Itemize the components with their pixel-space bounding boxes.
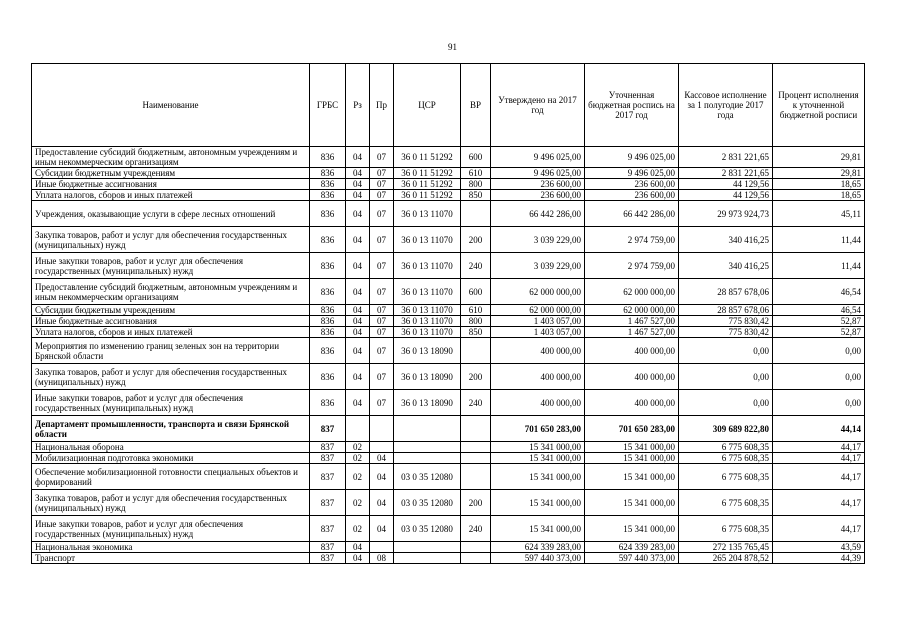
cell-percent: 29,81 xyxy=(773,147,865,168)
cell-refined: 9 496 025,00 xyxy=(585,147,679,168)
cell-grbs: 837 xyxy=(310,464,346,490)
cell-percent: 29,81 xyxy=(773,168,865,179)
cell-refined: 236 600,00 xyxy=(585,190,679,201)
cell-cash: 272 135 765,45 xyxy=(679,542,773,553)
budget-table xyxy=(31,63,865,564)
header-cash: Кассовое исполнение за 1 полугодие 2017 года xyxy=(679,64,773,147)
cell-csr: 36 0 13 18090 xyxy=(394,364,461,390)
cell-pr: 07 xyxy=(370,253,394,279)
cell-cash: 775 830,42 xyxy=(679,316,773,327)
cell-refined: 62 000 000,00 xyxy=(585,279,679,305)
cell-vr: 600 xyxy=(461,147,491,168)
cell-approved: 1 403 057,00 xyxy=(491,316,585,327)
table-row xyxy=(32,553,865,564)
cell-refined: 400 000,00 xyxy=(585,364,679,390)
cell-cash: 0,00 xyxy=(679,364,773,390)
cell-grbs: 836 xyxy=(310,390,346,416)
page-number: 91 xyxy=(448,42,457,52)
cell-pr: 04 xyxy=(370,453,394,464)
cell-approved: 62 000 000,00 xyxy=(491,279,585,305)
cell-rz: 04 xyxy=(346,542,370,553)
cell-approved: 15 341 000,00 xyxy=(491,453,585,464)
cell-name: Закупка товаров, работ и услуг для обеспечения государственных (муниципальных) нужд xyxy=(32,490,310,516)
table-row xyxy=(32,316,865,327)
cell-refined: 2 974 759,00 xyxy=(585,227,679,253)
cell-csr: 36 0 13 18090 xyxy=(394,390,461,416)
cell-approved: 624 339 283,00 xyxy=(491,542,585,553)
cell-percent: 11,44 xyxy=(773,253,865,279)
table-row xyxy=(32,416,865,442)
cell-refined: 15 341 000,00 xyxy=(585,490,679,516)
cell-cash: 2 831 221,65 xyxy=(679,168,773,179)
cell-pr: 07 xyxy=(370,316,394,327)
cell-grbs: 836 xyxy=(310,364,346,390)
cell-refined: 62 000 000,00 xyxy=(585,305,679,316)
cell-name: Иные закупки товаров, работ и услуг для обеспечения государственных (муниципальных) нужд xyxy=(32,516,310,542)
cell-refined: 1 467 527,00 xyxy=(585,316,679,327)
cell-percent: 44,17 xyxy=(773,453,865,464)
cell-rz: 04 xyxy=(346,190,370,201)
cell-rz: 04 xyxy=(346,390,370,416)
cell-csr: 36 0 11 51292 xyxy=(394,179,461,190)
cell-refined: 236 600,00 xyxy=(585,179,679,190)
cell-pr: 07 xyxy=(370,327,394,338)
cell-cash: 309 689 822,80 xyxy=(679,416,773,442)
cell-pr: 07 xyxy=(370,179,394,190)
cell-rz: 04 xyxy=(346,364,370,390)
cell-grbs: 837 xyxy=(310,516,346,542)
cell-approved: 597 440 373,00 xyxy=(491,553,585,564)
cell-csr xyxy=(394,553,461,564)
cell-vr: 610 xyxy=(461,168,491,179)
cell-vr: 240 xyxy=(461,253,491,279)
cell-csr: 36 0 11 51292 xyxy=(394,168,461,179)
cell-csr: 03 0 35 12080 xyxy=(394,464,461,490)
header-refined: Уточненная бюджетная роспись на 2017 год xyxy=(585,64,679,147)
cell-grbs: 836 xyxy=(310,168,346,179)
cell-pr: 08 xyxy=(370,553,394,564)
cell-percent: 46,54 xyxy=(773,305,865,316)
cell-approved: 400 000,00 xyxy=(491,390,585,416)
cell-vr: 610 xyxy=(461,305,491,316)
cell-rz: 04 xyxy=(346,201,370,227)
cell-grbs: 837 xyxy=(310,553,346,564)
table-row xyxy=(32,442,865,453)
cell-pr xyxy=(370,416,394,442)
cell-grbs: 836 xyxy=(310,305,346,316)
cell-percent: 46,54 xyxy=(773,279,865,305)
table-row xyxy=(32,201,865,227)
cell-rz: 04 xyxy=(346,253,370,279)
cell-refined: 1 467 527,00 xyxy=(585,327,679,338)
cell-refined: 701 650 283,00 xyxy=(585,416,679,442)
cell-pr xyxy=(370,442,394,453)
cell-vr xyxy=(461,416,491,442)
cell-name: Мобилизационная подготовка экономики xyxy=(32,453,310,464)
cell-rz: 04 xyxy=(346,279,370,305)
cell-percent: 18,65 xyxy=(773,190,865,201)
cell-percent: 43,59 xyxy=(773,542,865,553)
cell-name: Уплата налогов, сборов и иных платежей xyxy=(32,327,310,338)
cell-grbs: 836 xyxy=(310,253,346,279)
cell-name: Закупка товаров, работ и услуг для обеспечения государственных (муниципальных) нужд xyxy=(32,364,310,390)
cell-rz: 02 xyxy=(346,442,370,453)
header-percent: Процент исполнения к уточненной бюджетной росписи xyxy=(773,64,865,147)
header-csr: ЦСР xyxy=(394,64,461,147)
cell-grbs: 836 xyxy=(310,327,346,338)
cell-cash: 29 973 924,73 xyxy=(679,201,773,227)
cell-csr xyxy=(394,416,461,442)
cell-vr xyxy=(461,201,491,227)
cell-csr: 36 0 13 11070 xyxy=(394,227,461,253)
cell-refined: 9 496 025,00 xyxy=(585,168,679,179)
cell-refined: 400 000,00 xyxy=(585,338,679,364)
cell-rz xyxy=(346,416,370,442)
table-row xyxy=(32,327,865,338)
cell-cash: 28 857 678,06 xyxy=(679,305,773,316)
cell-refined: 624 339 283,00 xyxy=(585,542,679,553)
cell-name: Транспорт xyxy=(32,553,310,564)
cell-grbs: 836 xyxy=(310,279,346,305)
cell-csr: 36 0 13 11070 xyxy=(394,279,461,305)
cell-grbs: 836 xyxy=(310,179,346,190)
cell-rz: 04 xyxy=(346,179,370,190)
cell-rz: 02 xyxy=(346,516,370,542)
cell-vr: 240 xyxy=(461,390,491,416)
cell-vr: 850 xyxy=(461,190,491,201)
cell-refined: 15 341 000,00 xyxy=(585,453,679,464)
cell-rz: 04 xyxy=(346,168,370,179)
cell-rz: 02 xyxy=(346,453,370,464)
cell-csr: 36 0 11 51292 xyxy=(394,147,461,168)
cell-vr xyxy=(461,464,491,490)
cell-vr xyxy=(461,553,491,564)
cell-rz: 04 xyxy=(346,305,370,316)
cell-cash: 44 129,56 xyxy=(679,190,773,201)
cell-pr: 04 xyxy=(370,464,394,490)
cell-percent: 44,17 xyxy=(773,516,865,542)
table-row xyxy=(32,464,865,490)
cell-csr: 36 0 13 18090 xyxy=(394,338,461,364)
cell-name: Иные закупки товаров, работ и услуг для обеспечения государственных (муниципальных) нужд xyxy=(32,390,310,416)
cell-csr: 36 0 11 51292 xyxy=(394,190,461,201)
cell-cash: 340 416,25 xyxy=(679,227,773,253)
cell-pr: 07 xyxy=(370,279,394,305)
cell-pr: 07 xyxy=(370,364,394,390)
cell-vr: 200 xyxy=(461,490,491,516)
cell-rz: 04 xyxy=(346,227,370,253)
cell-name: Мероприятия по изменению границ зеленых зон на территории Брянской области xyxy=(32,338,310,364)
cell-name: Субсидии бюджетным учреждениям xyxy=(32,305,310,316)
cell-vr: 800 xyxy=(461,316,491,327)
cell-rz: 02 xyxy=(346,490,370,516)
cell-vr: 240 xyxy=(461,516,491,542)
header-pr: Пр xyxy=(370,64,394,147)
cell-grbs: 836 xyxy=(310,316,346,327)
cell-percent: 18,65 xyxy=(773,179,865,190)
cell-approved: 3 039 229,00 xyxy=(491,227,585,253)
cell-name: Иные бюджетные ассигнования xyxy=(32,316,310,327)
table-row xyxy=(32,516,865,542)
cell-grbs: 836 xyxy=(310,147,346,168)
cell-rz: 02 xyxy=(346,464,370,490)
cell-cash: 0,00 xyxy=(679,390,773,416)
cell-vr xyxy=(461,453,491,464)
table-row xyxy=(32,453,865,464)
table-row xyxy=(32,227,865,253)
cell-cash: 340 416,25 xyxy=(679,253,773,279)
cell-csr: 36 0 13 11070 xyxy=(394,305,461,316)
header-rz: Рз xyxy=(346,64,370,147)
cell-cash: 0,00 xyxy=(679,338,773,364)
cell-refined: 597 440 373,00 xyxy=(585,553,679,564)
cell-grbs: 837 xyxy=(310,542,346,553)
cell-csr xyxy=(394,442,461,453)
cell-approved: 9 496 025,00 xyxy=(491,168,585,179)
cell-percent: 0,00 xyxy=(773,338,865,364)
cell-cash: 6 775 608,35 xyxy=(679,453,773,464)
cell-vr xyxy=(461,542,491,553)
cell-vr: 200 xyxy=(461,227,491,253)
cell-rz: 04 xyxy=(346,147,370,168)
cell-name: Иные бюджетные ассигнования xyxy=(32,179,310,190)
cell-vr: 800 xyxy=(461,179,491,190)
cell-pr: 07 xyxy=(370,390,394,416)
table-row xyxy=(32,338,865,364)
cell-csr: 36 0 13 11070 xyxy=(394,316,461,327)
cell-cash: 44 129,56 xyxy=(679,179,773,190)
cell-approved: 3 039 229,00 xyxy=(491,253,585,279)
cell-percent: 44,39 xyxy=(773,553,865,564)
cell-approved: 701 650 283,00 xyxy=(491,416,585,442)
cell-cash: 775 830,42 xyxy=(679,327,773,338)
cell-name: Предоставление субсидий бюджетным, автономным учреждениям и иным некоммерческим организациям xyxy=(32,279,310,305)
cell-refined: 400 000,00 xyxy=(585,390,679,416)
cell-percent: 45,11 xyxy=(773,201,865,227)
header-grbs: ГРБС xyxy=(310,64,346,147)
cell-approved: 62 000 000,00 xyxy=(491,305,585,316)
cell-refined: 15 341 000,00 xyxy=(585,442,679,453)
cell-approved: 400 000,00 xyxy=(491,338,585,364)
cell-approved: 15 341 000,00 xyxy=(491,490,585,516)
cell-cash: 265 204 878,52 xyxy=(679,553,773,564)
cell-csr xyxy=(394,453,461,464)
cell-cash: 6 775 608,35 xyxy=(679,464,773,490)
cell-cash: 6 775 608,35 xyxy=(679,490,773,516)
cell-percent: 0,00 xyxy=(773,390,865,416)
table-row xyxy=(32,147,865,168)
header-approved: Утверждено на 2017 год xyxy=(491,64,585,147)
cell-percent: 0,00 xyxy=(773,364,865,390)
cell-vr xyxy=(461,338,491,364)
table-row xyxy=(32,279,865,305)
cell-percent: 52,87 xyxy=(773,316,865,327)
cell-approved: 1 403 057,00 xyxy=(491,327,585,338)
cell-name: Учреждения, оказывающие услуги в сфере лесных отношений xyxy=(32,201,310,227)
cell-csr xyxy=(394,542,461,553)
cell-percent: 44,14 xyxy=(773,416,865,442)
cell-refined: 15 341 000,00 xyxy=(585,464,679,490)
cell-approved: 400 000,00 xyxy=(491,364,585,390)
header-name: Наименование xyxy=(32,64,310,147)
cell-pr: 07 xyxy=(370,168,394,179)
table-row xyxy=(32,168,865,179)
cell-name: Национальная экономика xyxy=(32,542,310,553)
cell-grbs: 837 xyxy=(310,453,346,464)
cell-vr: 600 xyxy=(461,279,491,305)
cell-grbs: 836 xyxy=(310,338,346,364)
cell-approved: 66 442 286,00 xyxy=(491,201,585,227)
cell-approved: 9 496 025,00 xyxy=(491,147,585,168)
table-header-row xyxy=(32,64,865,147)
cell-vr xyxy=(461,442,491,453)
cell-refined: 2 974 759,00 xyxy=(585,253,679,279)
cell-csr: 03 0 35 12080 xyxy=(394,490,461,516)
cell-grbs: 836 xyxy=(310,201,346,227)
cell-approved: 15 341 000,00 xyxy=(491,442,585,453)
cell-percent: 52,87 xyxy=(773,327,865,338)
cell-name: Обеспечение мобилизационной готовности специальных объектов и формирований xyxy=(32,464,310,490)
cell-rz: 04 xyxy=(346,327,370,338)
cell-pr: 07 xyxy=(370,338,394,364)
table-row xyxy=(32,390,865,416)
cell-approved: 15 341 000,00 xyxy=(491,464,585,490)
cell-percent: 44,17 xyxy=(773,464,865,490)
cell-pr: 07 xyxy=(370,305,394,316)
cell-grbs: 836 xyxy=(310,227,346,253)
cell-cash: 6 775 608,35 xyxy=(679,442,773,453)
cell-grbs: 837 xyxy=(310,490,346,516)
table-row xyxy=(32,253,865,279)
cell-name: Департамент промышленности, транспорта и связи Брянской области xyxy=(32,416,310,442)
cell-name: Иные закупки товаров, работ и услуг для обеспечения государственных (муниципальных) нужд xyxy=(32,253,310,279)
cell-grbs: 837 xyxy=(310,416,346,442)
cell-approved: 236 600,00 xyxy=(491,190,585,201)
cell-name: Национальная оборона xyxy=(32,442,310,453)
cell-pr: 04 xyxy=(370,490,394,516)
table-row xyxy=(32,305,865,316)
cell-pr: 07 xyxy=(370,190,394,201)
cell-cash: 6 775 608,35 xyxy=(679,516,773,542)
cell-csr: 36 0 13 11070 xyxy=(394,253,461,279)
cell-pr: 04 xyxy=(370,516,394,542)
cell-percent: 44,17 xyxy=(773,442,865,453)
table-row xyxy=(32,179,865,190)
cell-name: Уплата налогов, сборов и иных платежей xyxy=(32,190,310,201)
table-row xyxy=(32,190,865,201)
cell-approved: 236 600,00 xyxy=(491,179,585,190)
cell-refined: 15 341 000,00 xyxy=(585,516,679,542)
table-row xyxy=(32,542,865,553)
table-row xyxy=(32,364,865,390)
cell-refined: 66 442 286,00 xyxy=(585,201,679,227)
cell-name: Закупка товаров, работ и услуг для обеспечения государственных (муниципальных) нужд xyxy=(32,227,310,253)
cell-cash: 2 831 221,65 xyxy=(679,147,773,168)
cell-rz: 04 xyxy=(346,553,370,564)
cell-vr: 200 xyxy=(461,364,491,390)
cell-cash: 28 857 678,06 xyxy=(679,279,773,305)
cell-csr: 36 0 13 11070 xyxy=(394,327,461,338)
cell-percent: 11,44 xyxy=(773,227,865,253)
cell-grbs: 837 xyxy=(310,442,346,453)
cell-rz: 04 xyxy=(346,316,370,327)
cell-name: Субсидии бюджетным учреждениям xyxy=(32,168,310,179)
cell-vr: 850 xyxy=(461,327,491,338)
cell-grbs: 836 xyxy=(310,190,346,201)
cell-approved: 15 341 000,00 xyxy=(491,516,585,542)
cell-percent: 44,17 xyxy=(773,490,865,516)
cell-name: Предоставление субсидий бюджетным, автономным учреждениям и иным некоммерческим организациям xyxy=(32,147,310,168)
cell-pr: 07 xyxy=(370,201,394,227)
table-row xyxy=(32,490,865,516)
cell-pr xyxy=(370,542,394,553)
cell-pr: 07 xyxy=(370,227,394,253)
cell-pr: 07 xyxy=(370,147,394,168)
cell-rz: 04 xyxy=(346,338,370,364)
header-vr: ВР xyxy=(461,64,491,147)
cell-csr: 03 0 35 12080 xyxy=(394,516,461,542)
cell-csr: 36 0 13 11070 xyxy=(394,201,461,227)
